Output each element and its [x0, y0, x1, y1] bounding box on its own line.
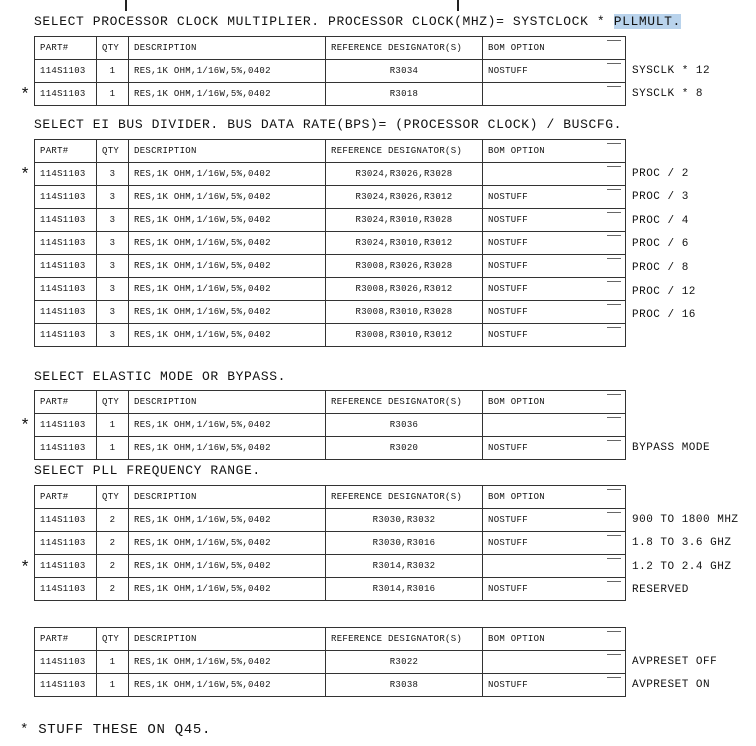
stuff-marker-star: *: [20, 416, 31, 436]
part-number-cell: 114S1103: [35, 278, 97, 301]
description-cell: RES,1K OHM,1/16W,5%,0402: [129, 651, 326, 674]
part-number-cell: 114S1103: [35, 209, 97, 232]
table-row: [35, 437, 626, 460]
description-cell: RES,1K OHM,1/16W,5%,0402: [129, 232, 326, 255]
description-cell: RES,1K OHM,1/16W,5%,0402: [129, 301, 326, 324]
table-row: [35, 555, 626, 578]
qty-cell: 3: [97, 255, 129, 278]
reference-designator-cell: R3024,R3010,R3012: [326, 232, 483, 255]
reference-designator-cell: R3008,R3010,R3028: [326, 301, 483, 324]
section-heading-text: SELECT PLL FREQUENCY RANGE.: [34, 463, 261, 478]
part-number-cell: 114S1103: [35, 437, 97, 460]
row-note: PROC / 8: [632, 262, 689, 274]
header-part: PART#: [35, 391, 97, 414]
header-description: DESCRIPTION: [129, 628, 326, 651]
table-row: [35, 578, 626, 601]
reference-designator-cell: R3030,R3016: [326, 532, 483, 555]
table-row: [35, 186, 626, 209]
reference-designator-cell: R3024,R3026,R3012: [326, 186, 483, 209]
part-number-cell: 114S1103: [35, 651, 97, 674]
description-cell: RES,1K OHM,1/16W,5%,0402: [129, 532, 326, 555]
bom-table: [34, 390, 626, 460]
table-row: [35, 83, 626, 106]
description-cell: RES,1K OHM,1/16W,5%,0402: [129, 674, 326, 697]
table-header-row: [35, 486, 626, 509]
table-row: [35, 60, 626, 83]
row-note: 1.2 TO 2.4 GHZ: [632, 560, 732, 573]
description-cell: RES,1K OHM,1/16W,5%,0402: [129, 255, 326, 278]
part-number-cell: 114S1103: [35, 532, 97, 555]
bom-option-cell: NOSTUFF: [483, 437, 626, 460]
description-cell: RES,1K OHM,1/16W,5%,0402: [129, 163, 326, 186]
bom-option-cell: NOSTUFF: [483, 232, 626, 255]
bom-option-cell: NOSTUFF: [483, 509, 626, 532]
bom-table: [34, 627, 626, 697]
section-heading: [34, 117, 622, 132]
description-cell: RES,1K OHM,1/16W,5%,0402: [129, 578, 326, 601]
header-reference: REFERENCE DESIGNATOR(S): [326, 37, 483, 60]
section-heading-text: SELECT PROCESSOR CLOCK MULTIPLIER. PROCESSOR CLOCK(MHZ)= SYSTCLOCK *: [34, 14, 614, 29]
bom-option-cell: NOSTUFF: [483, 674, 626, 697]
reference-designator-cell: R3034: [326, 60, 483, 83]
table-header-row: [35, 140, 626, 163]
bom-table: [34, 36, 626, 106]
header-reference: REFERENCE DESIGNATOR(S): [326, 486, 483, 509]
bom-option-cell: [483, 414, 626, 437]
bom-option-cell: [483, 555, 626, 578]
reference-designator-cell: R3036: [326, 414, 483, 437]
reference-designator-cell: R3024,R3010,R3028: [326, 209, 483, 232]
header-description: DESCRIPTION: [129, 140, 326, 163]
qty-cell: 1: [97, 414, 129, 437]
bom-option-cell: [483, 163, 626, 186]
table-header-row: [35, 628, 626, 651]
bom-option-cell: NOSTUFF: [483, 255, 626, 278]
row-note: 1.8 TO 3.6 GHZ: [632, 537, 732, 550]
row-note: PROC / 3: [632, 191, 689, 204]
reference-designator-cell: R3030,R3032: [326, 509, 483, 532]
part-number-cell: 114S1103: [35, 163, 97, 186]
bom-option-cell: NOSTUFF: [483, 324, 626, 347]
header-part: PART#: [35, 37, 97, 60]
section-heading: [34, 369, 286, 384]
reference-designator-cell: R3038: [326, 674, 483, 697]
qty-cell: 1: [97, 60, 129, 83]
bom-table: [34, 139, 626, 347]
description-cell: RES,1K OHM,1/16W,5%,0402: [129, 209, 326, 232]
header-bom-option: BOM OPTION: [483, 37, 626, 60]
qty-cell: 3: [97, 324, 129, 347]
stuff-marker-star: *: [20, 558, 31, 578]
bom-option-cell: NOSTUFF: [483, 578, 626, 601]
qty-cell: 1: [97, 83, 129, 106]
header-bom-option: BOM OPTION: [483, 391, 626, 414]
table-row: [35, 509, 626, 532]
row-note: SYSCLK * 12: [632, 64, 711, 77]
reference-designator-cell: R3008,R3026,R3012: [326, 278, 483, 301]
bom-option-cell: NOSTUFF: [483, 186, 626, 209]
row-note: PROC / 4: [632, 214, 689, 227]
bom-option-cell: NOSTUFF: [483, 209, 626, 232]
reference-designator-cell: R3020: [326, 437, 483, 460]
row-note: AVPRESET ON: [632, 679, 711, 692]
header-description: DESCRIPTION: [129, 486, 326, 509]
header-description: DESCRIPTION: [129, 37, 326, 60]
section-heading: [34, 14, 681, 29]
section-heading-text: SELECT EI BUS DIVIDER. BUS DATA RATE(BPS)= (PROCESSOR CLOCK) / BUSCFG.: [34, 117, 623, 132]
header-reference: REFERENCE DESIGNATOR(S): [326, 391, 483, 414]
table-header-row: [35, 391, 626, 414]
table-row: [35, 674, 626, 697]
part-number-cell: 114S1103: [35, 301, 97, 324]
row-note: AVPRESET OFF: [632, 655, 718, 668]
table-row: [35, 651, 626, 674]
header-qty: QTY: [97, 140, 129, 163]
part-number-cell: 114S1103: [35, 60, 97, 83]
part-number-cell: 114S1103: [35, 83, 97, 106]
row-note: PROC / 12: [632, 285, 696, 298]
table-row: [35, 414, 626, 437]
reference-designator-cell: R3014,R3016: [326, 578, 483, 601]
qty-cell: 3: [97, 186, 129, 209]
stuff-marker-star: *: [20, 165, 31, 185]
header-qty: QTY: [97, 37, 129, 60]
part-number-cell: 114S1103: [35, 509, 97, 532]
part-number-cell: 114S1103: [35, 674, 97, 697]
part-number-cell: 114S1103: [35, 186, 97, 209]
header-bom-option: BOM OPTION: [483, 140, 626, 163]
part-number-cell: 114S1103: [35, 578, 97, 601]
table-row: [35, 324, 626, 347]
row-note: PROC / 16: [632, 309, 696, 322]
bom-option-cell: NOSTUFF: [483, 301, 626, 324]
table-row: [35, 163, 626, 186]
reference-designator-cell: R3014,R3032: [326, 555, 483, 578]
header-reference: REFERENCE DESIGNATOR(S): [326, 140, 483, 163]
header-bom-option: BOM OPTION: [483, 486, 626, 509]
reference-designator-cell: R3008,R3026,R3028: [326, 255, 483, 278]
qty-cell: 3: [97, 278, 129, 301]
table-header-row: [35, 37, 626, 60]
table-row: [35, 232, 626, 255]
part-number-cell: 114S1103: [35, 555, 97, 578]
header-part: PART#: [35, 140, 97, 163]
qty-cell: 3: [97, 163, 129, 186]
description-cell: RES,1K OHM,1/16W,5%,0402: [129, 186, 326, 209]
qty-cell: 3: [97, 232, 129, 255]
row-note: RESERVED: [632, 584, 689, 597]
description-cell: RES,1K OHM,1/16W,5%,0402: [129, 555, 326, 578]
section-heading-text: SELECT ELASTIC MODE OR BYPASS.: [34, 369, 287, 384]
header-reference: REFERENCE DESIGNATOR(S): [326, 628, 483, 651]
part-number-cell: 114S1103: [35, 232, 97, 255]
row-note: PROC / 6: [632, 238, 689, 251]
reference-designator-cell: R3018: [326, 83, 483, 106]
part-number-cell: 114S1103: [35, 255, 97, 278]
part-number-cell: 114S1103: [35, 324, 97, 347]
row-note: BYPASS MODE: [632, 442, 711, 455]
table-row: [35, 209, 626, 232]
description-cell: RES,1K OHM,1/16W,5%,0402: [129, 83, 326, 106]
table-row: [35, 278, 626, 301]
stuff-marker-star: *: [20, 86, 31, 106]
table-row: [35, 301, 626, 324]
header-qty: QTY: [97, 628, 129, 651]
qty-cell: 2: [97, 555, 129, 578]
header-description: DESCRIPTION: [129, 391, 326, 414]
footnote: * STUFF THESE ON Q45.: [20, 722, 212, 738]
header-qty: QTY: [97, 391, 129, 414]
description-cell: RES,1K OHM,1/16W,5%,0402: [129, 278, 326, 301]
description-cell: RES,1K OHM,1/16W,5%,0402: [129, 60, 326, 83]
header-qty: QTY: [97, 486, 129, 509]
description-cell: RES,1K OHM,1/16W,5%,0402: [129, 324, 326, 347]
reference-designator-cell: R3022: [326, 651, 483, 674]
frame-line-right: [457, 0, 459, 11]
reference-designator-cell: R3024,R3026,R3028: [326, 163, 483, 186]
header-part: PART#: [35, 486, 97, 509]
qty-cell: 2: [97, 532, 129, 555]
row-note: 900 TO 1800 MHZ: [632, 513, 739, 526]
qty-cell: 2: [97, 578, 129, 601]
bom-option-cell: NOSTUFF: [483, 278, 626, 301]
bom-option-cell: NOSTUFF: [483, 60, 626, 83]
section-heading-highlight: PLLMULT.: [613, 14, 681, 29]
qty-cell: 3: [97, 209, 129, 232]
row-note: SYSCLK * 8: [632, 88, 704, 101]
table-row: [35, 255, 626, 278]
description-cell: RES,1K OHM,1/16W,5%,0402: [129, 414, 326, 437]
table-row: [35, 532, 626, 555]
description-cell: RES,1K OHM,1/16W,5%,0402: [129, 509, 326, 532]
qty-cell: 1: [97, 674, 129, 697]
description-cell: RES,1K OHM,1/16W,5%,0402: [129, 437, 326, 460]
bom-option-cell: [483, 83, 626, 106]
bom-option-cell: [483, 651, 626, 674]
qty-cell: 3: [97, 301, 129, 324]
row-note: PROC / 2: [632, 167, 689, 180]
bom-option-cell: NOSTUFF: [483, 532, 626, 555]
bom-table: [34, 485, 626, 601]
header-part: PART#: [35, 628, 97, 651]
frame-line-left: [125, 0, 127, 11]
reference-designator-cell: R3008,R3010,R3012: [326, 324, 483, 347]
header-bom-option: BOM OPTION: [483, 628, 626, 651]
qty-cell: 2: [97, 509, 129, 532]
part-number-cell: 114S1103: [35, 414, 97, 437]
qty-cell: 1: [97, 437, 129, 460]
section-heading: [34, 463, 261, 478]
qty-cell: 1: [97, 651, 129, 674]
